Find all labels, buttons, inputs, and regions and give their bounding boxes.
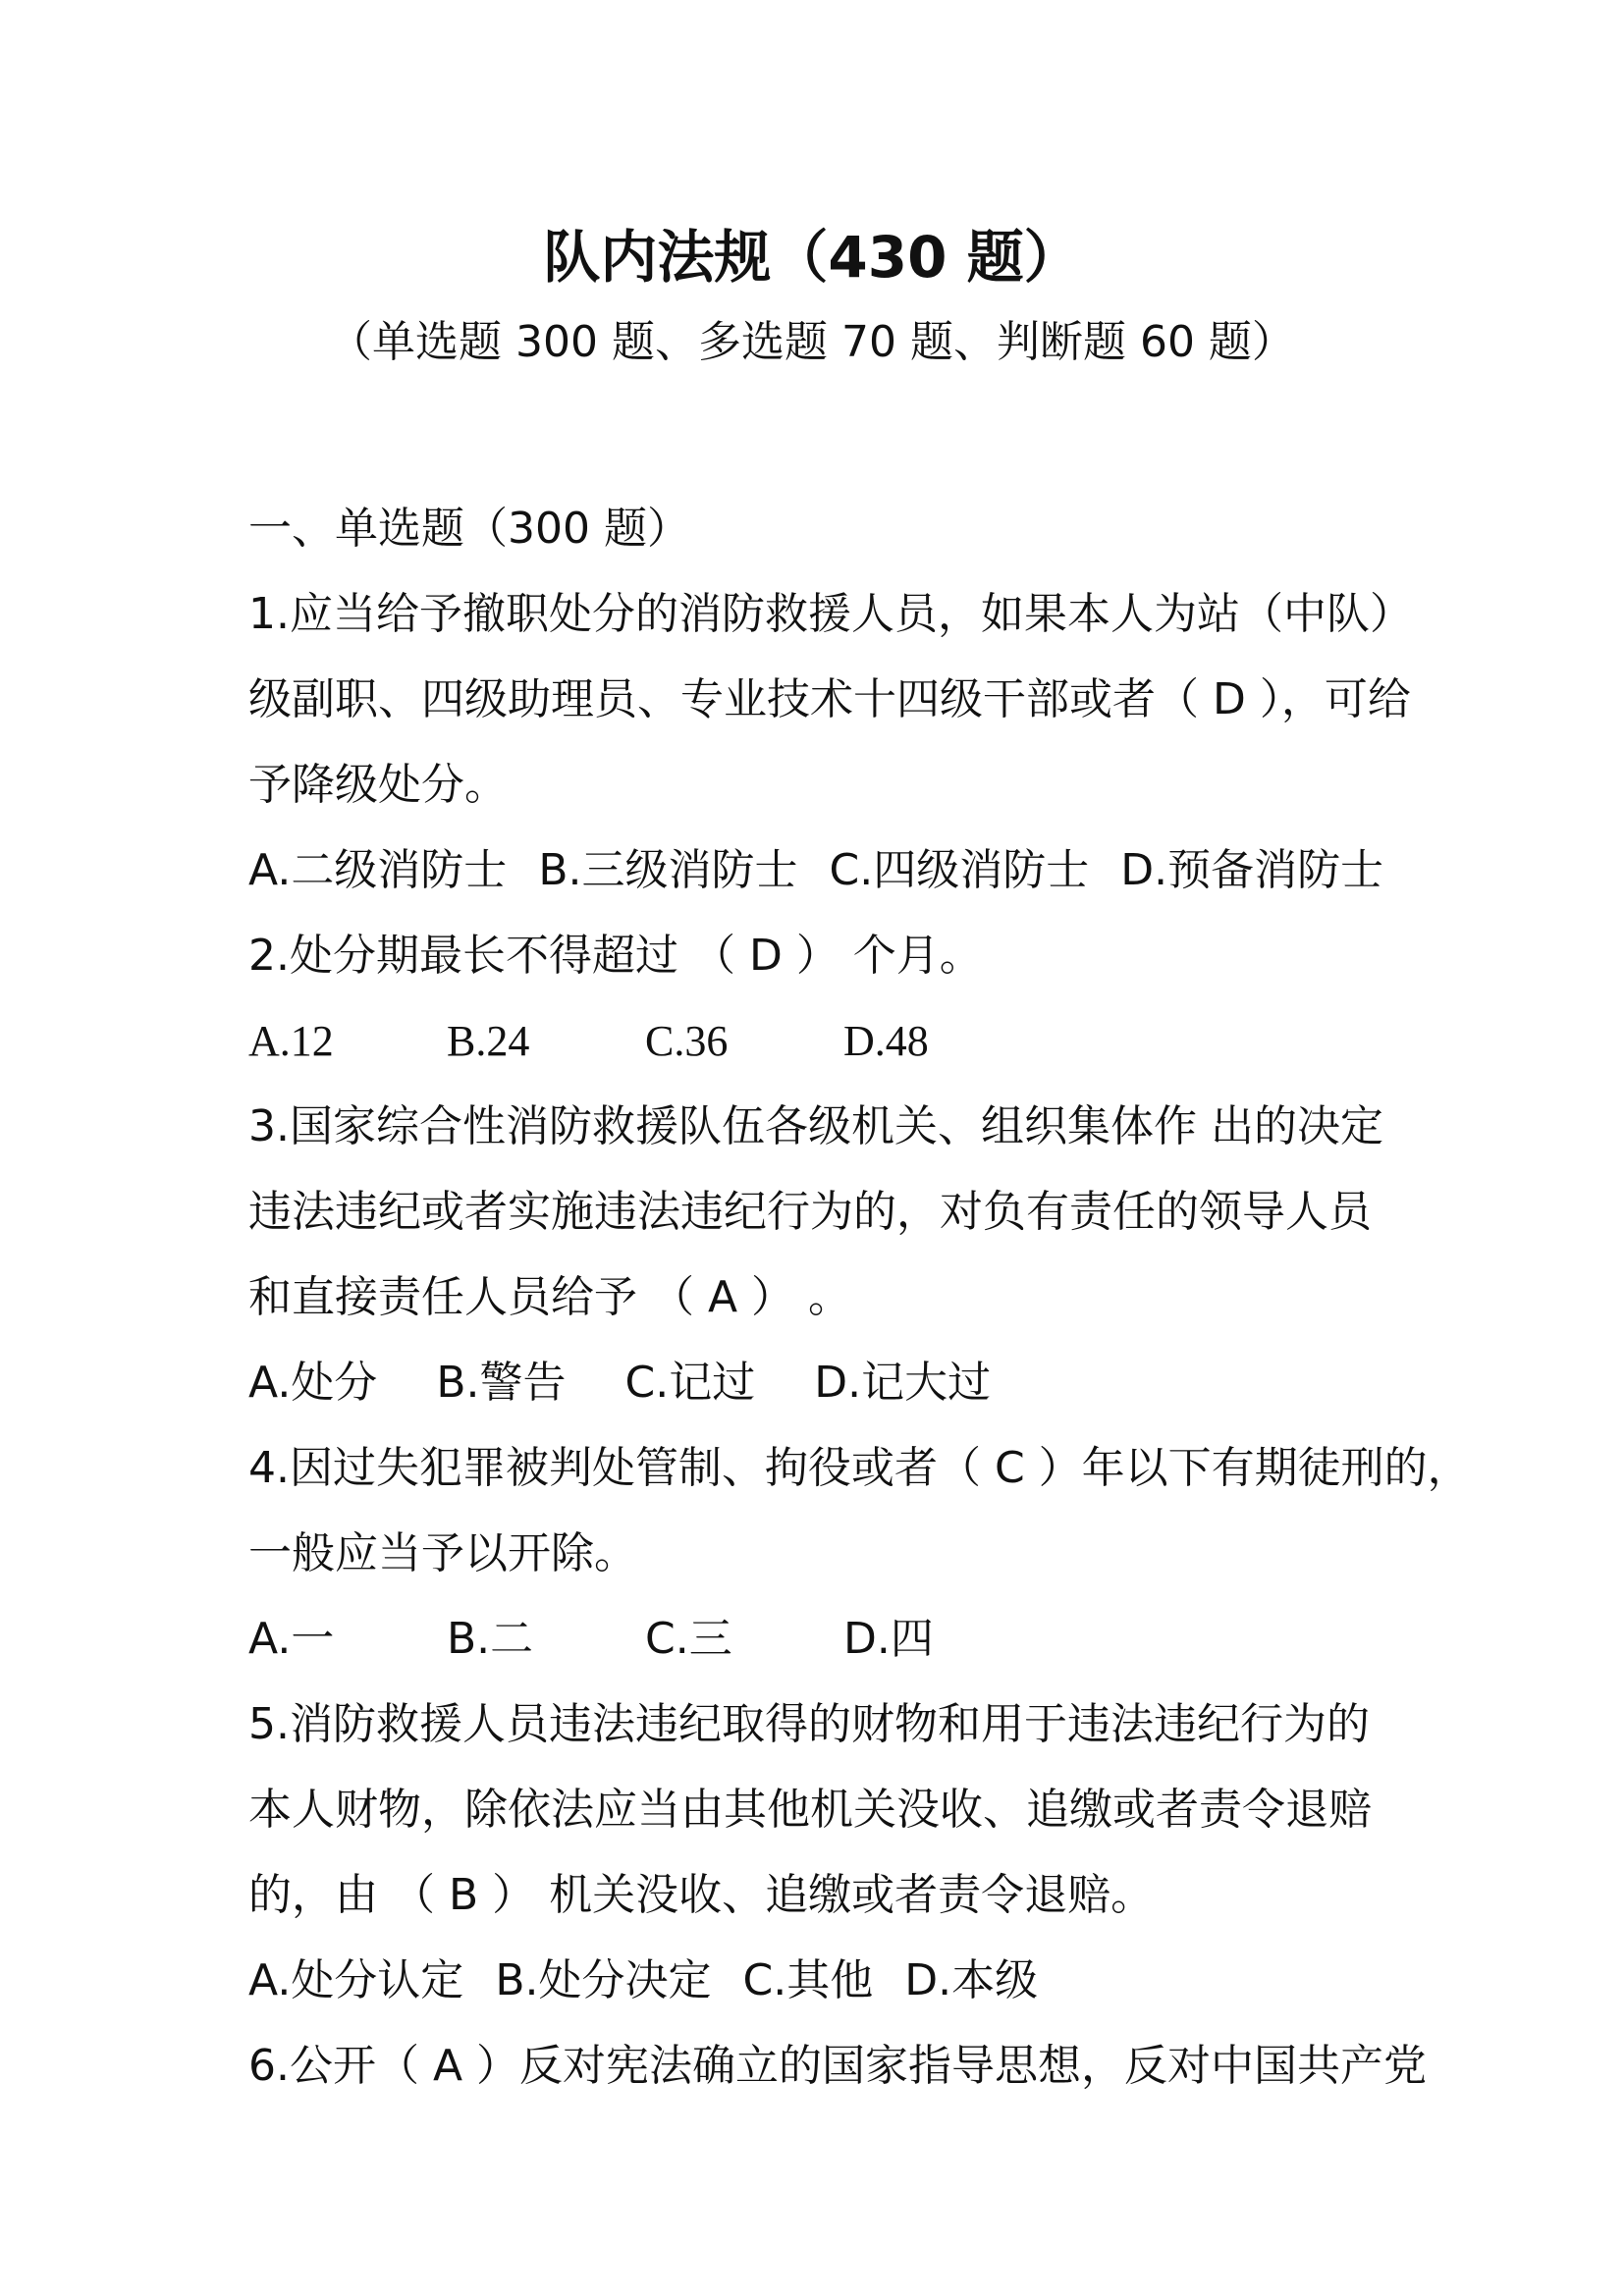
- question-text-line: 5.消防救援人员违法违纪取得的财物和用于违法违纪行为的: [248, 1699, 1370, 1749]
- question-options: [248, 828, 1407, 913]
- document-title: 队内法规（430 题）: [543, 224, 1081, 291]
- option-d: D.48: [843, 1017, 929, 1065]
- question-text-line: 1.应当给予撤职处分的消防救援人员，如果本人为站（中队）: [248, 589, 1413, 639]
- question-options: [248, 1938, 1407, 2023]
- option-c: C.36: [645, 1017, 729, 1065]
- question-3: [248, 1084, 1407, 1425]
- option-c: C.三: [645, 1614, 732, 1664]
- question-text-line: 级副职、四级助理员、专业技术十四级干部或者（ D ），可给: [248, 674, 1411, 724]
- option-c: C.记过: [624, 1358, 756, 1408]
- option-b: B.警告: [436, 1358, 567, 1408]
- question-text-line: 予降级处分。: [248, 760, 508, 810]
- question-2: [248, 913, 1407, 1084]
- question-4: [248, 1425, 1471, 1682]
- question-options: [248, 998, 1407, 1084]
- question-5: [248, 1682, 1407, 2023]
- option-a: A.一: [248, 1614, 335, 1664]
- option-a: A.12: [248, 1017, 334, 1065]
- option-d: D.四: [843, 1614, 934, 1664]
- option-b: B.二: [447, 1614, 534, 1664]
- question-text-line: 违法违纪或者实施违法违纪行为的，对负有责任的领导人员: [248, 1187, 1372, 1237]
- question-1: [248, 571, 1413, 913]
- question-6: [248, 2023, 1428, 2109]
- option-c: C.其他: [742, 1955, 874, 2005]
- question-text-line: 2.处分期最长不得超过 （ D ） 个月。: [248, 931, 983, 981]
- option-c: C.四级消防士: [829, 845, 1090, 895]
- option-b: B.处分决定: [495, 1955, 712, 2005]
- question-text-line: 6.公开（ A ）反对宪法确立的国家指导思想，反对中国共产党: [248, 2041, 1428, 2091]
- section-heading: 一、单选题（300 题）: [248, 504, 690, 554]
- question-text-line: 3.国家综合性消防救援队伍各级机关、组织集体作 出的决定: [248, 1101, 1383, 1151]
- document-body: [248, 486, 1471, 2109]
- option-a: A.处分: [248, 1358, 378, 1408]
- option-b: B.三级消防士: [538, 845, 798, 895]
- question-text-line: 4.因过失犯罪被判处管制、拘役或者（ C ）年以下有期徒刑的，: [248, 1443, 1471, 1493]
- document-subtitle: （单选题 300 题、多选题 70 题、判断题 60 题）: [329, 317, 1295, 367]
- question-text-line: 本人财物，除依法应当由其他机关没收、追缴或者责令退赔: [248, 1785, 1372, 1835]
- option-b: B.24: [447, 1017, 530, 1065]
- option-d: D.本级: [904, 1955, 1039, 2005]
- question-text-line: 和直接责任人员给予 （ A ） 。: [248, 1272, 852, 1322]
- question-text-line: 的，由 （ B ） 机关没收、追缴或者责令退赔。: [248, 1870, 1155, 1920]
- question-options: [248, 1340, 1407, 1425]
- option-d: D.记大过: [814, 1358, 992, 1408]
- option-a: A.处分认定: [248, 1955, 464, 2005]
- option-a: A.二级消防士: [248, 845, 508, 895]
- option-d: D.预备消防士: [1120, 845, 1384, 895]
- question-text-line: 一般应当予以开除。: [248, 1528, 637, 1578]
- question-options: [248, 1596, 1407, 1682]
